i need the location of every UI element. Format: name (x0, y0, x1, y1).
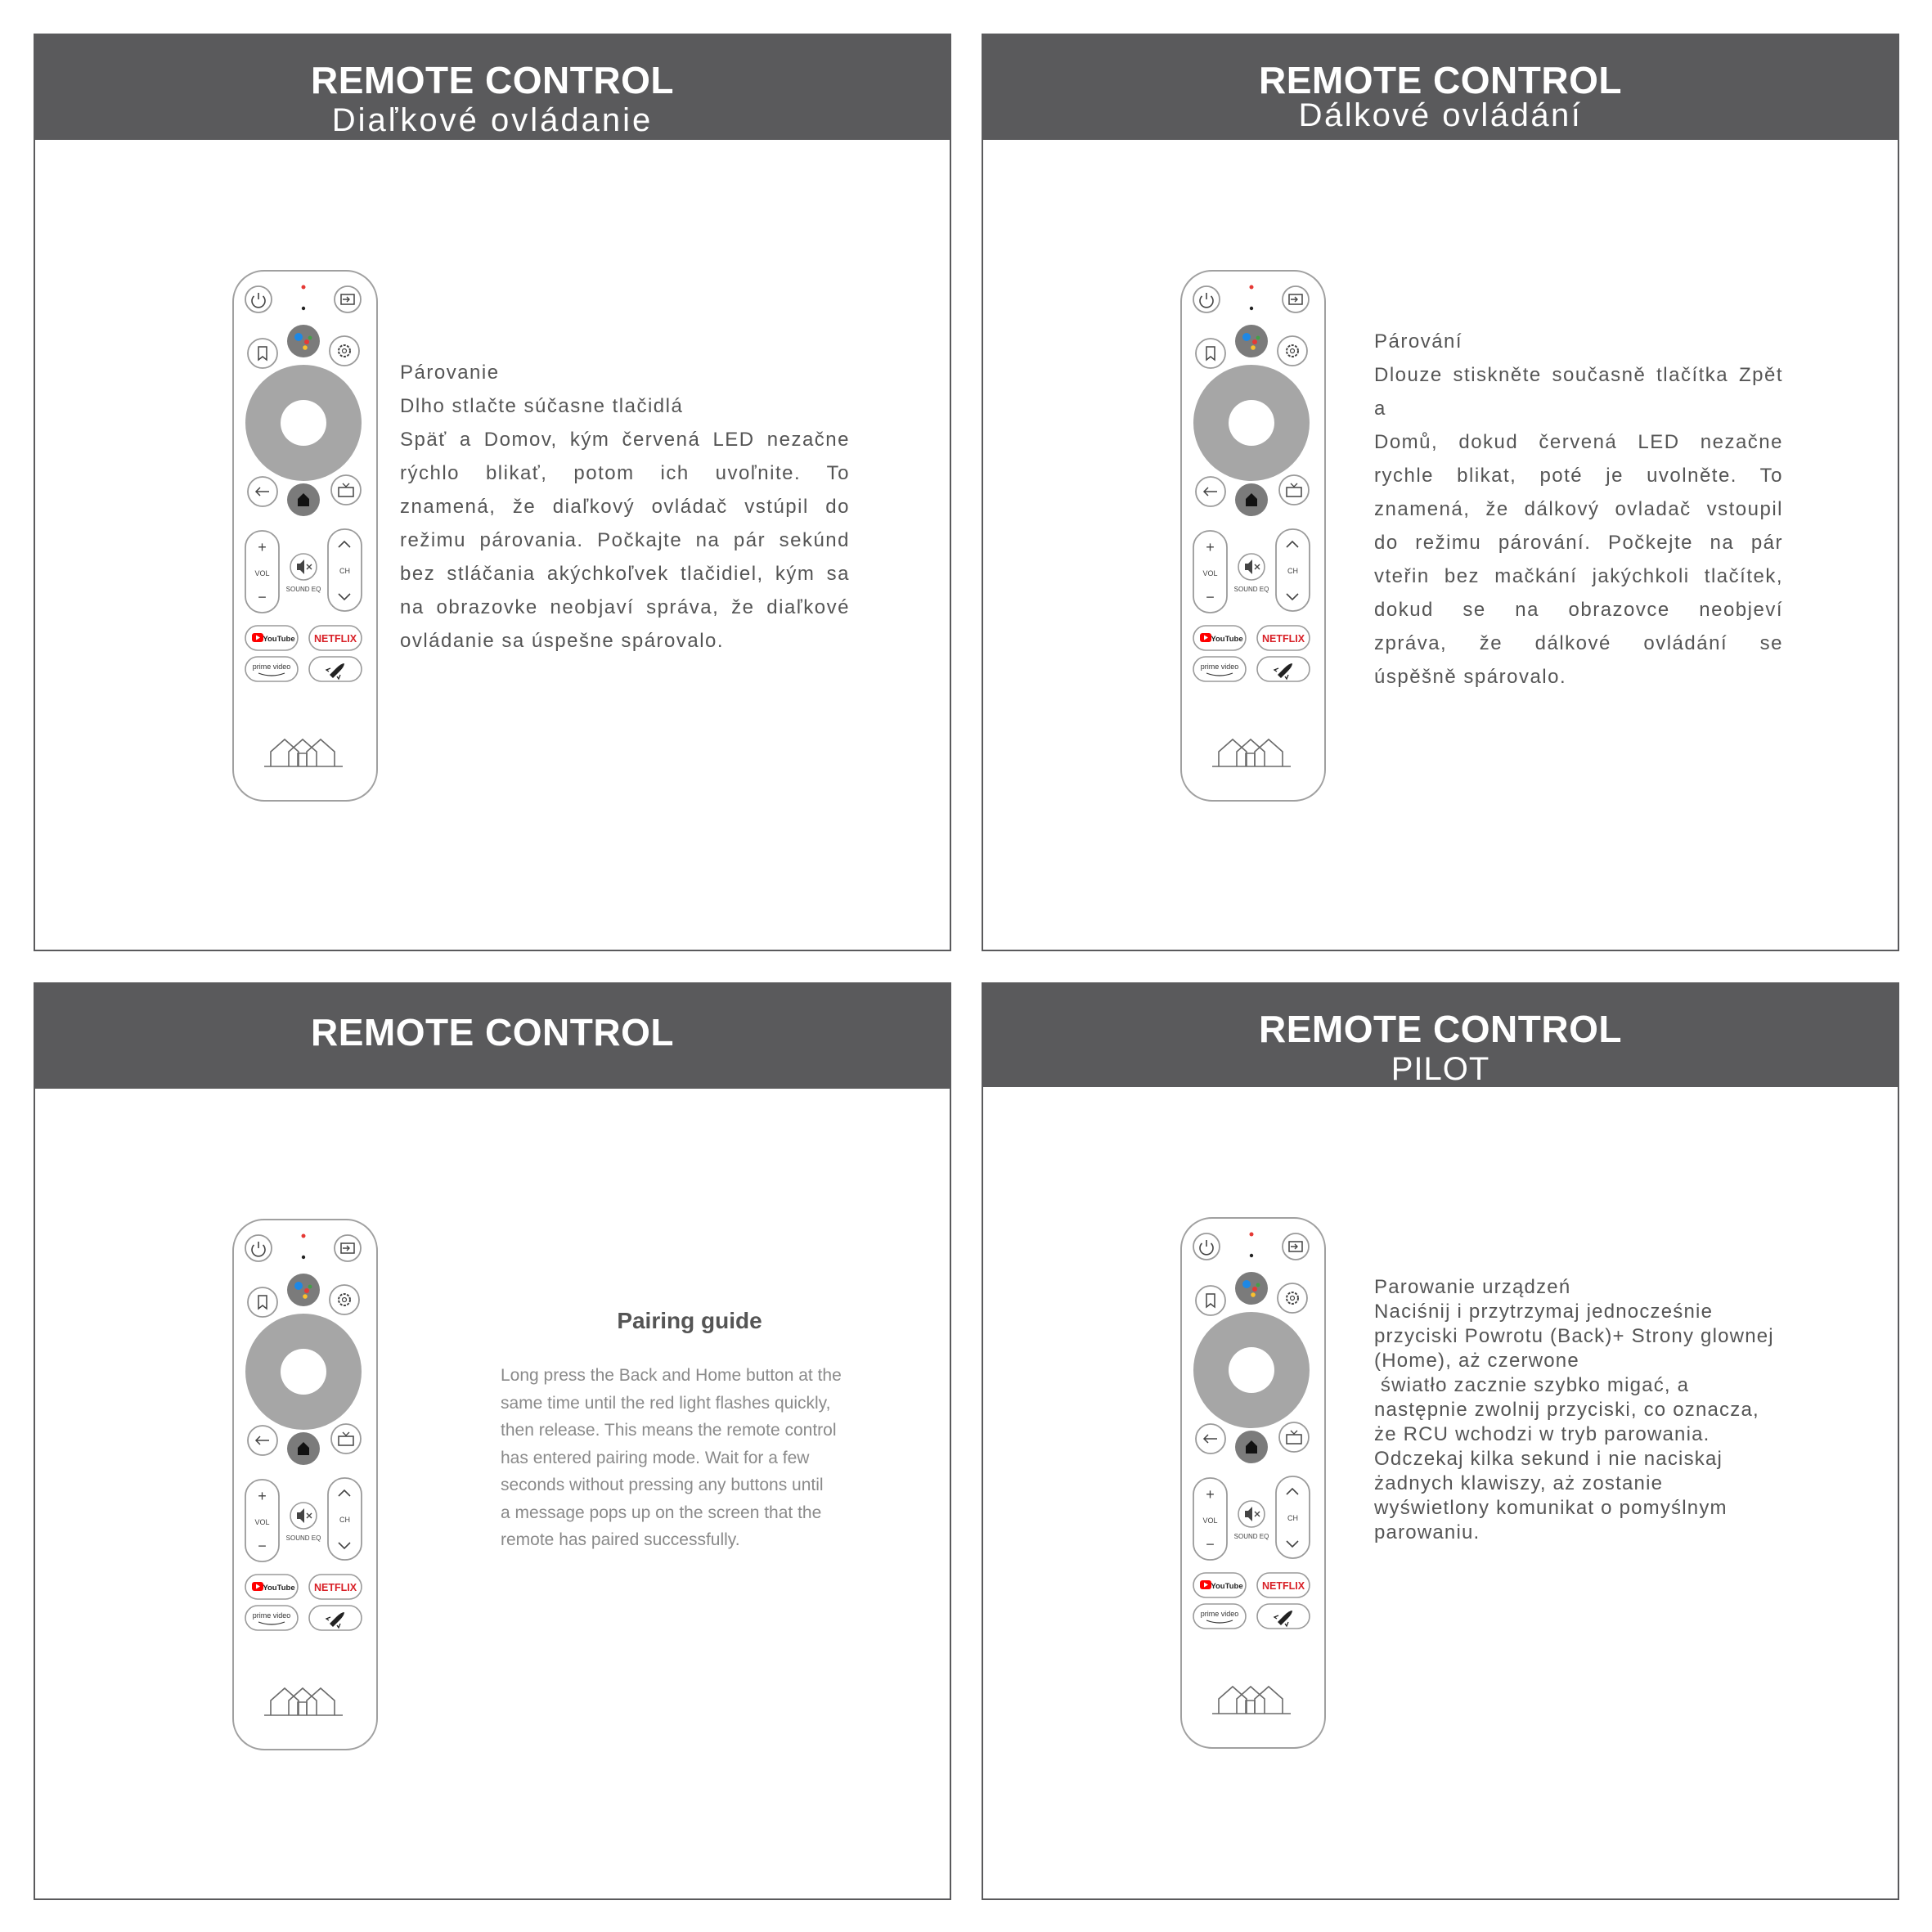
instruction-line: dokud se na obrazovce neobjeví (1374, 599, 1783, 621)
instruction-line: światło zacznie szybko migać, a (1374, 1374, 1690, 1396)
instruction-line: Odczekaj kilka sekund i nie naciskaj (1374, 1448, 1723, 1470)
led-indicator (1250, 285, 1254, 290)
svg-text:VOL: VOL (1202, 1516, 1218, 1525)
instruction-line: rychle blikat, poté je uvolněte. To (1374, 465, 1783, 487)
instruction-line: do režimu párování. Počkejte na pár (1374, 532, 1783, 554)
panel-subtitle: PILOT (1391, 1051, 1490, 1087)
svg-text:CH: CH (339, 1516, 350, 1524)
svg-text:SOUND EQ: SOUND EQ (285, 586, 321, 593)
instruction-line: zpráva, že dálkové ovládání se (1374, 632, 1783, 654)
svg-text:prime video: prime video (1200, 663, 1239, 671)
svg-text:YouTube: YouTube (1211, 635, 1243, 644)
svg-text:prime video: prime video (1200, 1610, 1239, 1618)
instruction-line: na obrazovke neobjaví správa, že diaľkové (400, 596, 850, 618)
instruction-line: ovládanie sa úspešne spárovalo. (400, 630, 725, 652)
instruction-line: Dlouze stiskněte současně tlačítka Zpět a (1374, 364, 1783, 420)
microphone-hole (1250, 307, 1253, 310)
guide-title: Pairing guide (617, 1308, 762, 1333)
remote-control-illustration (231, 269, 379, 802)
led-indicator (1250, 1233, 1254, 1237)
pairing-instructions (1374, 325, 1783, 694)
panel-czech (982, 34, 1899, 951)
microphone-hole (302, 307, 305, 310)
dpad (1193, 1312, 1310, 1428)
instruction-line: znamená, že diaľkový ovládač vstúpil do (400, 496, 850, 518)
panel-title: REMOTE CONTROL (311, 1011, 674, 1054)
instruction-line: úspěšně spárovalo. (1374, 666, 1567, 688)
panel-title: REMOTE CONTROL (311, 59, 674, 101)
svg-text:+: + (258, 539, 267, 555)
remote-control-illustration (1179, 1216, 1327, 1750)
home-icon (287, 1432, 320, 1465)
panel-subtitle: Diaľkové ovládanie (331, 102, 654, 138)
instruction-line: rýchlo blikať, potom ich uvoľnite. To (400, 462, 850, 484)
instruction-line: parowaniu. (1374, 1521, 1480, 1543)
svg-text:YouTube: YouTube (1211, 1582, 1243, 1591)
svg-text:CH: CH (339, 567, 350, 575)
panel-header (35, 35, 950, 140)
instruction-line: Späť a Domov, kým červená LED nezačne (400, 429, 850, 451)
panel-header (983, 984, 1898, 1087)
instruction-line: następnie zwolnij przyciski, co oznacza, (1374, 1399, 1759, 1421)
instruction-heading: Parowanie urządzeń (1374, 1276, 1571, 1298)
remote-control-illustration (231, 1218, 379, 1751)
svg-text:+: + (258, 1488, 267, 1504)
svg-text:CH: CH (1287, 567, 1298, 575)
instruction-line: że RCU wchodzi w tryb parowania. (1374, 1423, 1710, 1445)
svg-text:NETFLIX: NETFLIX (1261, 633, 1305, 645)
svg-text:VOL: VOL (1202, 569, 1218, 577)
home-icon (287, 483, 320, 516)
remote-control-illustration (1179, 269, 1327, 802)
svg-text:−: − (1206, 589, 1215, 605)
svg-text:VOL: VOL (254, 1518, 270, 1526)
instruction-line: režimu párovania. Počkajte na pár sekúnd (400, 529, 850, 551)
pairing-instructions (1374, 1275, 1791, 1545)
svg-text:−: − (258, 589, 267, 605)
instruction-line: przyciski Powrotu (Back)+ Strony glownej (1374, 1325, 1774, 1347)
assistant-icon (1235, 325, 1268, 357)
svg-text:YouTube: YouTube (263, 1584, 295, 1593)
panel-title: REMOTE CONTROL (1259, 1008, 1622, 1050)
svg-text:+: + (1206, 1486, 1215, 1503)
dpad (245, 365, 362, 481)
instruction-line: wyświetlony komunikat o pomyślnym (1374, 1497, 1728, 1519)
panel-subtitle: Dálkové ovládání (1298, 97, 1583, 133)
svg-text:NETFLIX: NETFLIX (313, 633, 357, 645)
microphone-hole (302, 1256, 305, 1259)
instruction-line: has entered pairing mode. Wait for a few (501, 1448, 810, 1467)
instruction-line: Dlho stlačte súčasne tlačidlá (400, 395, 684, 417)
panel-polish (982, 982, 1899, 1900)
svg-text:SOUND EQ: SOUND EQ (1233, 586, 1269, 593)
instruction-line: vteřin bez mačkání jakýchkoli tlačítek, (1374, 565, 1783, 587)
svg-text:VOL: VOL (254, 569, 270, 577)
assistant-icon (287, 1274, 320, 1306)
instruction-line: Naciśnij i przytrzymaj jednocześnie (1374, 1301, 1714, 1323)
panel-english (34, 982, 951, 1900)
instruction-line: a message pops up on the screen that the (501, 1503, 822, 1522)
svg-text:SOUND EQ: SOUND EQ (285, 1534, 321, 1542)
svg-text:prime video: prime video (252, 663, 291, 671)
svg-text:−: − (258, 1538, 267, 1554)
svg-text:−: − (1206, 1536, 1215, 1552)
dpad (245, 1314, 362, 1430)
pairing-instructions (501, 1362, 852, 1554)
svg-text:NETFLIX: NETFLIX (1261, 1580, 1305, 1592)
dpad (1193, 365, 1310, 481)
instruction-line: then release. This means the remote control (501, 1421, 837, 1440)
instruction-line: same time until the red light flashes quickly, (501, 1393, 831, 1413)
instruction-line: znamená, že dálkový ovladač vstoupil (1374, 498, 1783, 520)
instruction-line: remote has paired successfully. (501, 1530, 740, 1549)
svg-text:NETFLIX: NETFLIX (313, 1582, 357, 1593)
instruction-line: bez stláčania akýchkoľvek tlačidiel, kým sa (400, 563, 850, 585)
panel-title: REMOTE CONTROL (1259, 59, 1622, 101)
assistant-icon (287, 325, 320, 357)
pairing-instructions (400, 356, 850, 658)
instruction-line: Domů, dokud červená LED nezačne (1374, 431, 1783, 453)
panel-header (983, 35, 1898, 140)
home-icon (1235, 1431, 1268, 1463)
panel-slovak (34, 34, 951, 951)
led-indicator (302, 285, 306, 290)
instruction-line: Long press the Back and Home button at the (501, 1366, 842, 1385)
instruction-heading: Párovanie (400, 362, 500, 384)
instruction-line: seconds without pressing any buttons until (501, 1476, 824, 1494)
instruction-line: (Home), aż czerwone (1374, 1350, 1579, 1372)
instruction-heading: Párování (1374, 330, 1463, 353)
svg-text:SOUND EQ: SOUND EQ (1233, 1533, 1269, 1540)
panel-header (35, 984, 950, 1089)
assistant-icon (1235, 1272, 1268, 1305)
led-indicator (302, 1234, 306, 1238)
svg-text:CH: CH (1287, 1514, 1298, 1522)
home-icon (1235, 483, 1268, 516)
microphone-hole (1250, 1254, 1253, 1257)
instruction-line: żadnych klawiszy, aż zostanie (1374, 1472, 1664, 1494)
svg-text:prime video: prime video (252, 1611, 291, 1620)
svg-text:YouTube: YouTube (263, 635, 295, 644)
svg-text:+: + (1206, 539, 1215, 555)
